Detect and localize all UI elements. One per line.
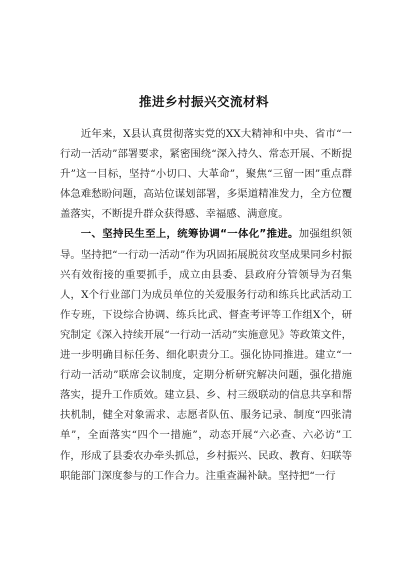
section-one-text: 加强组织领导。坚持把“一行动一活动”作为巩固拓展脱贫攻坚成果同乡村振兴有效衔接的重要抓手，成立由县委、县政府分管领导为召集人，X个行业部门为成员单位的关爱服务行动和练兵比武活动工作专班，下设综合协调、练兵比武、督查考评等工作组X个，研究制定《深入持续开展“一行动一活动”实施意见》等政策文件，进一步明确目标任务、细化职责分工。强化协同推进。建立“一行动一活动”联席会议制度，定期分析研究解决问题，强化措施落实，提升工作质效。建立县、乡、村三级联动的信息共享和帮扶机制，健全对象需求、志愿者队伍、服务记录、制度“四张清单”，全面落实“四个一措施”，动态开展“六必查、六必访”工作，形成了县委农办牵头抓总，乡村振兴、民政、教育、妇联等职能部门深度参与的工作合力。注重查漏补缺。坚持把“一行 <box>60 228 353 482</box>
paragraph-intro-text: 近年来，X县认真贯彻落实党的XX大精神和中央、省市“一行动一活动”部署要求，紧密围绕“深入持久、常态开展、不断提升”这一目标，坚持“小切口、大革命”，聚焦“三留一困”重点群体急难愁盼问题，高站位谋划部署，多渠道精准发力，全方位覆盖落实，不断提升群众获得感、幸福感、满意度。 <box>60 128 352 221</box>
document-body <box>60 124 352 486</box>
paragraph-section-one <box>60 224 352 485</box>
paragraph-intro <box>60 124 352 224</box>
section-one-heading: 一、坚持民生至上，统筹协调“一体化”推进。 <box>80 228 299 241</box>
document-title: 推进乡村振兴交流材料 <box>138 94 269 109</box>
